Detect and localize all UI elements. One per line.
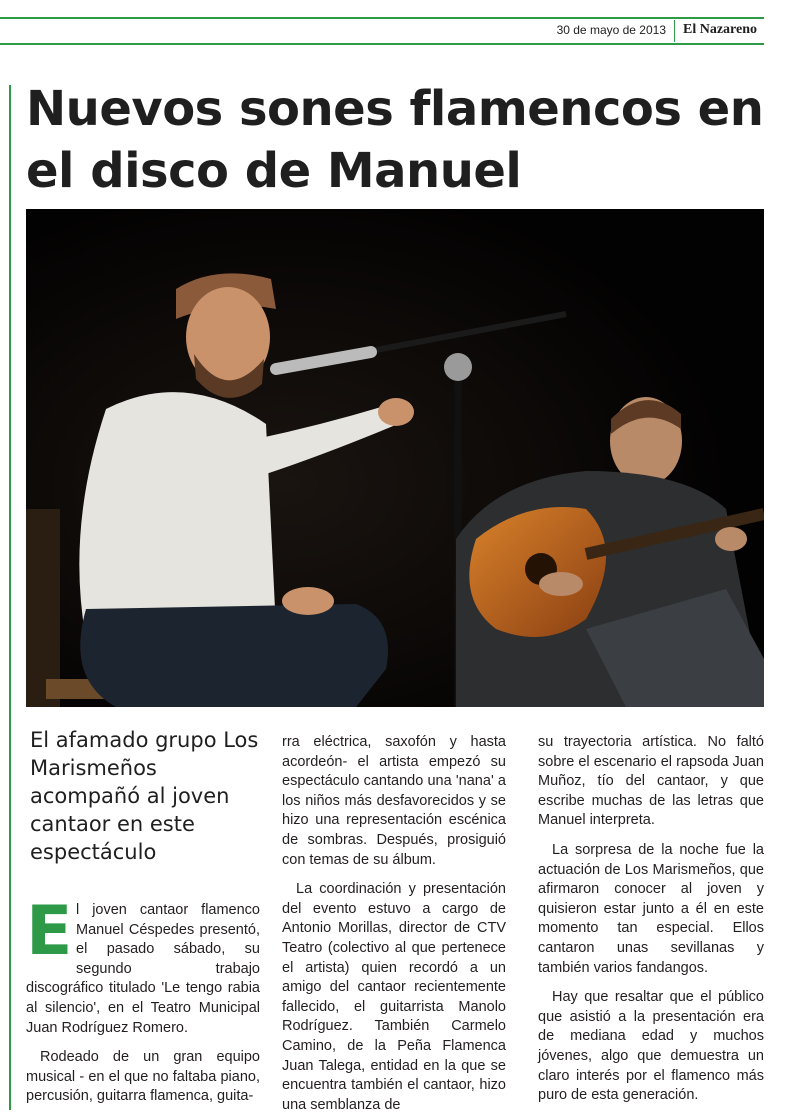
article-paragraph-1-text: l joven cantaor flamenco Manuel Céspedes presentó, el pasado sábado, su segundo trabajo discográfico titulado 'Le tengo rabia al silencio', en el Teatro Municipal Juan Rodríguez Romero. bbox=[26, 902, 260, 1036]
header-top-rule bbox=[0, 17, 764, 19]
text-column-3 bbox=[538, 733, 764, 1106]
article-photo bbox=[26, 209, 764, 707]
article-paragraph-3: rra eléctrica, saxofón y hasta acordeón- el artista empezó su espectáculo cantando una 'nana' a los niños más desfavorecidos y se hizo una representación escénica de sombras. Después, prosiguió con temas de su álbum. bbox=[282, 734, 506, 868]
issue-date: 30 de mayo de 2013 bbox=[556, 23, 666, 37]
side-accent-rule bbox=[9, 85, 11, 1110]
header-bottom-rule bbox=[0, 43, 764, 45]
drop-cap: E bbox=[26, 892, 73, 971]
text-column-2 bbox=[282, 733, 506, 1115]
concert-photo-illustration bbox=[26, 209, 764, 707]
article-paragraph-4: La coordinación y presentación del evento estuvo a cargo de Antonio Morillas, director de CTV Teatro (colectivo al que pertenece el artista) quien recordó a un amigo del cantaor recientemente fallecido, el guitarrista Manolo Rodríguez. También Carmelo Camino, de la Peña Flamenca Juan Talega, entidad en la que se encuentra también el cantaor, hizo una semblanza de bbox=[282, 881, 506, 1113]
article-paragraph-2: Rodeado de un gran equipo musical - en el que no faltaba piano, percusión, guitarra flamenca, guita- bbox=[26, 1049, 260, 1105]
article-headline: Nuevos sones flamencos en el disco de Manuel bbox=[26, 81, 764, 199]
publication-name: El Nazareno bbox=[683, 22, 758, 37]
article-paragraph-1 bbox=[26, 892, 260, 1038]
article-deck: El afamado grupo Los Marismeños acompañó al joven cantaor en este espectáculo bbox=[30, 728, 259, 864]
text-column-1 bbox=[26, 892, 260, 1107]
article-paragraph-7: Hay que resaltar que el público que asistió a la presentación era de mediana edad y muchos jóvenes, algo que demuestra un claro interés por el flamenco más puro de esta generación. bbox=[538, 989, 764, 1104]
header-divider bbox=[674, 20, 675, 42]
article-paragraph-5: su trayectoria artística. No faltó sobre el escenario el rapsoda Juan Muñoz, tío del cantaor, y que escribe muchas de las letras que Manuel interpreta. bbox=[538, 734, 764, 829]
chair-shape bbox=[26, 509, 60, 707]
article-paragraph-6: La sorpresa de la noche fue la actuación de Los Marismeños, que afirmaron conocer al joven y quisieron estar junto a él en este momento tan especial. Ellos cantaron unas sevillanas y también varios fandangos. bbox=[538, 841, 764, 976]
